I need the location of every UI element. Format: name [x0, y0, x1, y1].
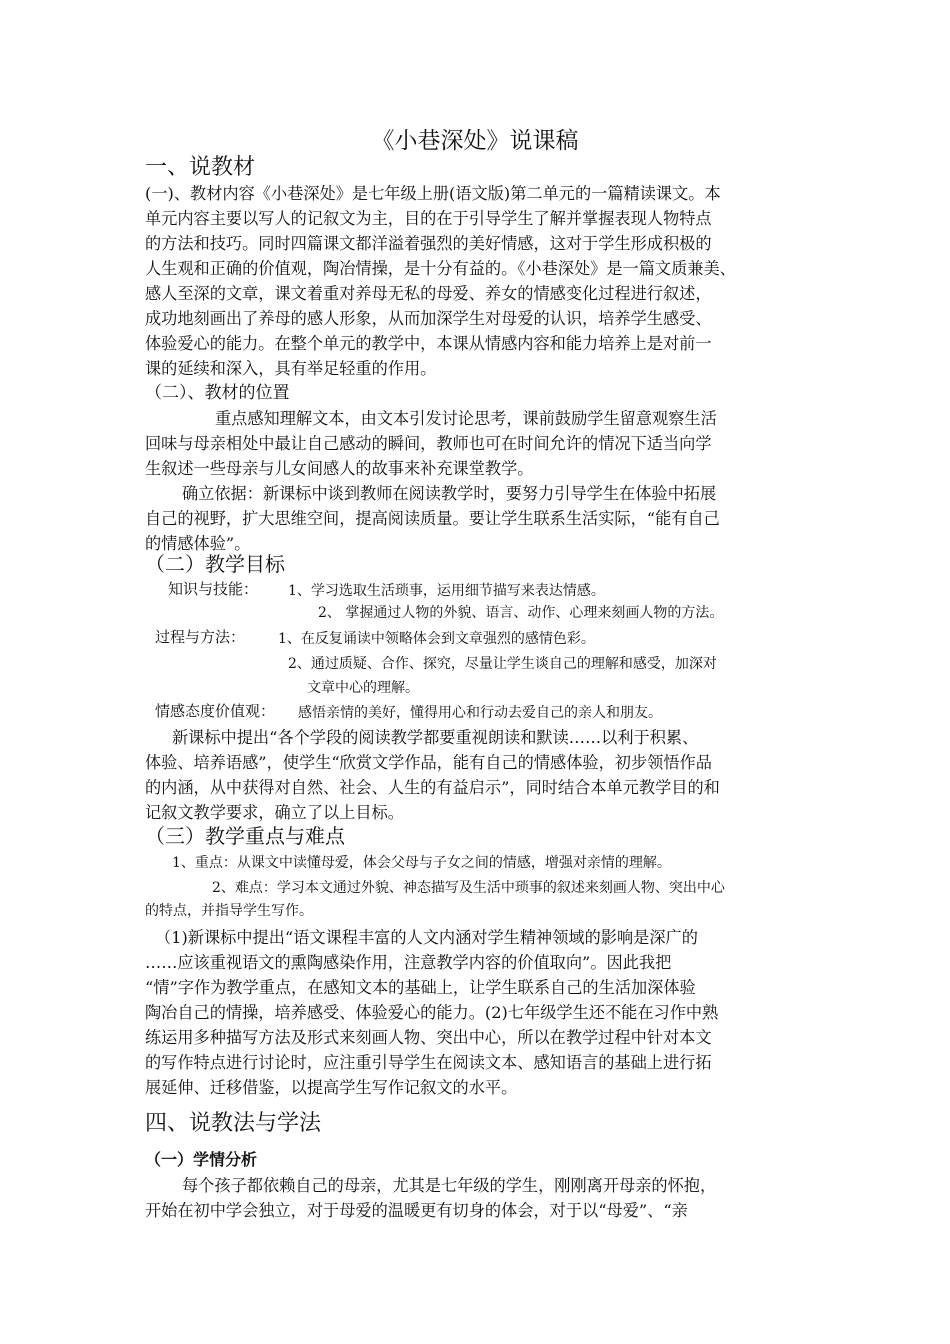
- paragraph-line: 开始在初中学会独立，对于母爱的温暖更有切身的体会，对于以“母爱”、“亲: [145, 1201, 688, 1220]
- paragraph-line: 成功地刻画出了养母的感人形象，从而加深学生对母爱的认识，培养学生感受、: [145, 309, 712, 328]
- paragraph-line: 生叙述一些母亲与儿女间感人的故事来补充课堂教学。: [145, 459, 534, 478]
- paragraph-line: 人生观和正确的价值观，陶冶情操，是十分有益的。《小巷深处》是一篇文质兼美、: [145, 259, 736, 278]
- difficulty-item: 2、难点：学习本文通过外貌、神态描写及生活中琐事的叙述来刻画人物、突出中心: [212, 880, 725, 896]
- paragraph-line: 体验爱心的能力。在整个单元的教学中，本课从情感内容和能力培养上是对前一: [145, 334, 712, 353]
- difficulty-item-continued: 的特点，并指导学生写作。: [145, 903, 313, 919]
- goal-item: 感悟亲情的美好，懂得用心和行动去爱自己的亲人和朋友。: [298, 705, 662, 721]
- paragraph-line: 新课标中提出“各个学段的阅读教学都要重视朗读和默读……以利于积累、: [172, 728, 699, 747]
- paragraph-line: 的内涵，从中获得对自然、社会、人生的有益启示”，同时结合本单元教学目的和: [145, 778, 720, 797]
- subsection-heading-student-analysis: （一）学情分析: [145, 1150, 258, 1169]
- goal-item-continued: 文章中心的理解。: [307, 680, 419, 696]
- document-title: 《小巷深处》说课稿: [371, 128, 579, 154]
- paragraph-line: 体验、培养语感”，使学生“欣赏文学作品，能有自己的情感体验，初步领悟作品: [145, 753, 712, 772]
- paragraph-line: 感人至深的文章，课文着重对养母无私的母爱、养女的情感变化过程进行叙述，: [145, 284, 712, 303]
- paragraph-line: 重点感知理解文本，由文本引发讨论思考，课前鼓励学生留意观察生活: [215, 409, 717, 428]
- paragraph-line: （1)新课标中提出“语文课程丰富的人文内涵对学生精神领域的影响是深广的: [155, 928, 698, 947]
- paragraph-line: 每个孩子都依赖自己的母亲，尤其是七年级的学生，刚刚离开母亲的怀抱，: [182, 1176, 717, 1195]
- paragraph-line: 练运用多种描写方法及形式来刻画人物、突出中心，所以在教学过程中针对本文: [145, 1028, 712, 1047]
- paragraph-line: 展延伸、迁移借鉴，以提高学生写作记叙文的水平。: [145, 1078, 518, 1097]
- paragraph-line: 自己的视野，扩大思维空间，提高阅读质量。要让学生联系生活实际，“能有自己: [145, 509, 720, 528]
- goal-label-process: 过程与方法：: [155, 628, 246, 646]
- goal-item: 2、通过质疑、合作、探究，尽量让学生谈自己的理解和感受，加深对: [288, 656, 717, 672]
- paragraph-line: “情”字作为教学重点，在感知文本的基础上，让学生联系自己的生活加深体验: [145, 978, 696, 997]
- key-point-item: 1、重点：从课文中读懂母爱，体会父母与子女之间的情感，增强对亲情的理解。: [172, 855, 671, 871]
- paragraph-line: 的方法和技巧。同时四篇课文都洋溢着强烈的美好情感，这对于学生形成积极的: [145, 234, 712, 253]
- paragraph-line: ……应该重视语文的熏陶感染作用，注意教学内容的价值取向”。因此我把: [145, 953, 672, 972]
- goal-item: 1、在反复诵读中领略体会到文章强烈的感情色彩。: [278, 631, 595, 647]
- paragraph-line: 单元内容主要以写人的记叙文为主，目的在于引导学生了解并掌握表现人物特点: [145, 209, 712, 228]
- paragraph-line: 陶冶自己的情操，培养感受、体验爱心的能力。(2)七年级学生还不能在习作中熟: [145, 1003, 719, 1022]
- section-heading-key-points: （三）教学重点与难点: [145, 824, 345, 848]
- paragraph-line: 的写作特点进行讨论时，应注重引导学生在阅读文本、感知语言的基础上进行拓: [145, 1053, 712, 1072]
- goal-item: 1、学习选取生活琐事，运用细节描写来表达情感。: [288, 583, 605, 599]
- paragraph-line: 记叙文教学要求，确立了以上目标。: [145, 803, 404, 822]
- goal-item: 2、 掌握通过人物的外貌、语言、动作、心理来刻画人物的方法。: [318, 605, 724, 621]
- paragraph-line: (一)、教材内容《小巷深处》是七年级上册(语文版)第二单元的一篇精读课文。本: [145, 184, 721, 203]
- goal-label-emotion: 情感态度价值观：: [155, 702, 276, 720]
- paragraph-line: 的情感体验”。: [145, 534, 251, 553]
- subsection-heading-material-position: （二）、教材的位置: [145, 383, 290, 403]
- section-heading-teaching-goals: （二）教学目标: [145, 552, 285, 576]
- paragraph-line: 回味与母亲相处中最让自己感动的瞬间，教师也可在时间允许的情况下适当向学: [145, 434, 712, 453]
- paragraph-line: 确立依据：新课标中谈到教师在阅读教学时，要努力引导学生在体验中拓展: [182, 484, 717, 503]
- paragraph-line: 课的延续和深入，具有举足轻重的作用。: [145, 359, 437, 378]
- section-heading-methods: 四、说教法与学法: [145, 1111, 322, 1136]
- goal-label-knowledge: 知识与技能：: [168, 580, 259, 598]
- section-heading-teaching-material: 一、说教材: [145, 155, 256, 180]
